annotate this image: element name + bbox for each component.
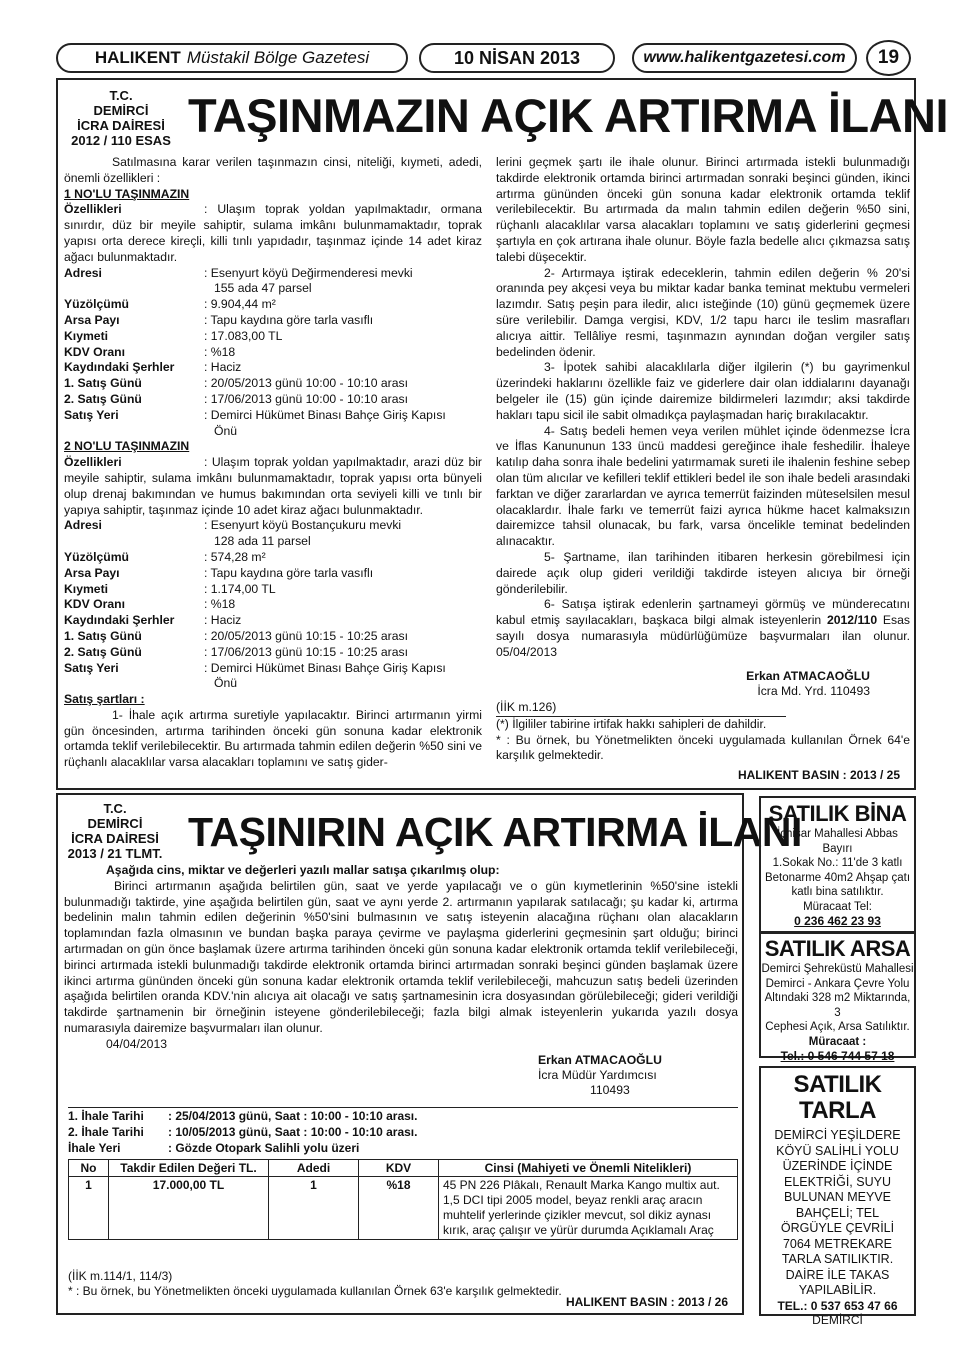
- newspaper-name-bold: HALIKENT: [94, 48, 181, 67]
- detail-row: [64, 329, 482, 345]
- building-for-sale-ad: [759, 796, 916, 933]
- detail-label: [64, 424, 204, 440]
- features-label: Özellikleri: [64, 202, 122, 217]
- ad-line: ÖRGÜYLE ÇEVRİLİ: [780, 1221, 895, 1235]
- notice-body: [64, 863, 738, 1053]
- table-cell: 17.000,00 TL: [109, 1177, 269, 1240]
- right-column: [496, 155, 910, 764]
- detail-row: [64, 550, 482, 566]
- schedule-label: 2. İhale Tarihi: [68, 1125, 144, 1139]
- issue-date: 10 NİSAN 2013: [419, 43, 615, 73]
- detail-label: 2. Satış Günü: [64, 391, 142, 406]
- table-cell: %18: [359, 1177, 439, 1240]
- detail-row: [64, 613, 482, 629]
- newspaper-name-subtitle: Müstakil Bölge Gazetesi: [186, 48, 370, 67]
- detail-row: [64, 582, 482, 598]
- detail-row: [64, 629, 482, 645]
- lead-text: Aşağıda cins, miktar ve değerleri yazılı mallar satışa çıkarılmış olup:: [106, 863, 500, 877]
- detail-label: Kıymeti: [64, 328, 109, 343]
- terms-paragraph-1-cont: lerini geçmek şartı ile ihale olunur. Birinci artırmada istekli bulunmadığı takdirde elektronik ortamda birinci artırmadan sonraki beşinci günden, ikinci artırma gününden önceki gün sonuna kadar elektronik ortamda teklif verilebilecektir. Bu artırmada da malın tahmin edilen değerin %50 sini, rüçhanlı alacaklılar varsa alacakları toplamını ve satış giderlerini geçmesi şartıyla en çok artırana ihale olunur. Böyle fazla bedelle alıcı çıkmazsa satış talebi düşecektir.: [496, 155, 910, 264]
- table-footnotes: [68, 1269, 562, 1299]
- detail-value: : Tapu kaydına göre tarla vasıflı: [204, 565, 374, 580]
- detail-label: 1. Satış Günü: [64, 628, 142, 643]
- terms-paragraph-2: 2- Artırmaya iştirak edeceklerin, tahmin edilen değerin % 20'si oranında pey akçesi veya bu miktar kadar banka teminat mektubu vermeleri lazımdır. Satış peşin para iledir, alıcı isteğinde (10) günü geçmemek üzere süre verilebilir. Damga vergisi, KDV, 1/2 tapu harcı ile teslim masrafları alıcıya aittir. Tellâliye resmi, taşınmazın aynından doğan vergiler satış bedelinden ödenir.: [496, 265, 910, 359]
- detail-row: [64, 297, 482, 313]
- detail-value: : Demirci Hükümet Binası Bahçe Giriş Kapısı: [204, 660, 446, 675]
- detail-label: KDV Oranı: [64, 344, 125, 359]
- terms-paragraph-5: 5- Şartname, ilan tarihinden itibaren herkesin görebilmesi için dairede açık olup gideri verildiği takdirde isteyen alıcıya bir örneği gönderilebilir.: [496, 549, 910, 596]
- case-number: 2012 / 110 ESAS: [71, 133, 171, 148]
- detail-label: [64, 281, 204, 297]
- detail-label: Arsa Payı: [64, 312, 120, 327]
- column-header: Cinsi (Mahiyeti ve Önemli Nitelikleri): [439, 1160, 738, 1177]
- detail-row: [64, 345, 482, 361]
- body-text: Birinci artırmanın aşağıda belirtilen gün, saat ve yerde yapılacağı ve o gün kıymetlerinin %50'sine istekli bulunmadığı taktirde, yine aşağıda belirtilen gün, saat ve aynı yerde 2. artırmanın yapılarak satılacağı; şu kadar ki, artırma bedelinin malın tahmin edilen değerinin %50'sini bulmasının ve satış isteyenin alacağına rüçhanı olan alacakların toplamından fazla olmasının ve bundan başka paraya çevirme ve paylaşma giderlerini geçmesinin şart olduğu; birinci artırmadan on gün önce başlamak üzere artırma tarihinden önceki gün sonuna kadar elektronik ortamda teklif verilebileceği, birinci artırmada istekli bulunmadığı takdirde elektronik ortamda birinci artırmadan sonraki beşinci günden başlamak üzere ikinci artırma gününden önceki gün sonuna kadar elektronik ortamda teklif verilebileceği, mahcuzun satış bedeli üzerinden aşağıda belirtilen oranda KDV.'nin alıcıya ait olacağı ve satış şartnamesinin icra dosyasından görülebileceği; gideri verildiği takdirde şartnamenin bir örneğinin isteyene gönderilebileceği; fazla bilgi almak isteyenlerin yukarıda yazılı dosya numarasıyla dairemize başvurmaları ilan olunur.: [64, 878, 738, 1035]
- ad-line: Demirci Şehreküstü Mahallesi: [761, 963, 914, 975]
- signatory-title: İcra Md. Yrd. 110493: [757, 684, 870, 699]
- detail-row: [64, 645, 482, 661]
- detail-value: : Tapu kaydına göre tarla vasıflı: [204, 312, 374, 327]
- detail-label: 2. Satış Günü: [64, 644, 142, 659]
- schedule-label: 1. İhale Tarihi: [68, 1109, 144, 1123]
- law-reference: (İİK m.126): [496, 700, 786, 717]
- phone-number: 0 236 462 23 93: [794, 914, 881, 928]
- detail-value: : 20/05/2013 günü 10:00 - 10:10 arası: [204, 376, 408, 391]
- items-table: [68, 1159, 738, 1240]
- property-1-heading: 1 NO'LU TAŞINMAZIN: [64, 186, 190, 201]
- schedule-label: İhale Yeri: [68, 1141, 121, 1155]
- detail-label: 1. Satış Günü: [64, 376, 142, 391]
- ad-line: KÖYÜ SALİHLİ YOLU: [776, 1143, 899, 1158]
- terms-paragraph-4: 4- Satış bedeli hemen veya verilen mühlet içinde ödenmezse İcra ve İflas Kanununun 133 üncü maddesi gereğince ihale feshedilir. İhaleye katılıp daha sonra ihale bedelini yatırmamak sureti ile ihalenin feshine sebep olan tüm alıcılar ve kefilleri teklif ettikleri bedel ile son ihale bedeli arasındaki farktan ve diğer zararlardan ve ayrıca temerrüt faizinden müteselsilen mesul olacaklardır. İhale farkı ve temerrüt faizi ayrıca hükme hacet kalmaksızın dairemizce tahsil olunacak, bu fark, varsa öncelikle teminat bedelinden alınacaktır.: [496, 423, 910, 549]
- ad-line: BAHÇELİ; TEL: [795, 1205, 880, 1220]
- property-2-features: [64, 455, 482, 518]
- detail-label: Kaydındaki Şerhler: [64, 613, 175, 628]
- ad-line: Demirci - Ankara Çevre Yolu: [765, 977, 910, 990]
- court-info: [66, 88, 176, 148]
- detail-row: [64, 518, 482, 534]
- table-cell: 1: [69, 1177, 109, 1240]
- detail-value: : 17.083,00 TL: [204, 328, 283, 343]
- column-header: Takdir Edilen Değeri TL.: [109, 1160, 269, 1177]
- table-row: [69, 1177, 738, 1240]
- ad-line: DEMİRCİ YEŞİLDERE: [774, 1128, 901, 1142]
- detail-row: [64, 597, 482, 613]
- sale-schedule-row: [68, 1108, 738, 1124]
- features-text: : Ulaşım toprak yoldan yapılmaktadır, arazi düz bir meyile sahiptir, sulama imkânı bulunmamaktadır, toprak yapısı orta bünyeli olup drenaj bakımından ve humus bakımından orta seviyeli killi ve tınlı bir yapıya sahiptir, taşınmaz içinde 10 adet kiraz ağacı bulunmaktadır.: [64, 455, 482, 517]
- detail-row: [64, 281, 482, 297]
- ad-body: [761, 1128, 914, 1299]
- ad-line: ÜZERİNDE İÇİNDE: [782, 1159, 893, 1173]
- court-line: DEMİRCİ: [87, 816, 143, 831]
- features-text: : Ulaşım toprak yoldan yapılmaktadır, ormana sınırdır, düz bir meyile sahiptir, sulama imkânı bulunmamaktadır, toprak yapısı orta derece kireçli, killi tınlı yapıdadır, taşınmaz içinde 14 adet kiraz ağacı bulunmaktadır.: [64, 202, 482, 264]
- footnote-1: (*) İlgililer tabirine irtifak hakkı sahipleri de dahildir.: [496, 716, 767, 731]
- ad-footer: HALIKENT BASIN : 2013 / 25: [737, 768, 900, 782]
- detail-value: : Haciz: [204, 613, 242, 628]
- ad-line: 7064 METREKARE: [782, 1236, 893, 1251]
- detail-value: Önü: [214, 423, 238, 438]
- detail-label: Yüzölçümü: [64, 297, 130, 312]
- detail-value: : 9.904,44 m²: [204, 297, 276, 312]
- detail-row: [64, 424, 482, 440]
- intro-text: Satılmasına karar verilen taşınmazın cinsi, niteliği, kıymeti, adedi, önemli özellikleri :: [64, 155, 482, 185]
- detail-row: [64, 408, 482, 424]
- property-2-heading: 2 NO'LU TAŞINMAZIN: [64, 439, 190, 454]
- table-cell: 45 PN 226 Plâkalı, Renault Marka Kango multix aut. 1,5 DCI tipi 2005 model, beyaz renkli araç aracın muhtelif yerlerinde çizikler mevcut, sol dikiz aynası kırık, araç çalışır ve yürür durumda Açıklamalı Araç: [439, 1177, 738, 1240]
- terms-6-text-end: Esas sayılı dosya numarasıyla müdürlüğümüze başvurmaları ilan olunur. 05/04/2013: [496, 613, 910, 659]
- detail-label: Satış Yeri: [64, 660, 119, 675]
- detail-row: [64, 566, 482, 582]
- detail-value: : Demirci Hükümet Binası Bahçe Giriş Kapısı: [204, 407, 446, 422]
- detail-row: [64, 376, 482, 392]
- sale-schedule-row: [68, 1140, 738, 1156]
- detail-row: [64, 661, 482, 677]
- detail-label: Adresi: [64, 518, 102, 533]
- ad-location: DEMİRCİ: [812, 1313, 863, 1327]
- detail-value: : Haciz: [204, 360, 242, 375]
- signatory-title: İcra Müdür Yardımcısı: [538, 1068, 657, 1082]
- court-line: DEMİRCİ: [93, 103, 149, 118]
- detail-value: Önü: [214, 676, 238, 691]
- notice-title: TAŞINMAZIN AÇIK ARTIRMA İLANI: [188, 89, 949, 142]
- ad-line: ELEKTRİĞİ, SUYU: [784, 1174, 891, 1189]
- signatory-name: Erkan ATMACAOĞLU: [538, 1053, 662, 1067]
- court-line: İCRA DAİRESİ: [77, 118, 165, 133]
- land-plot-for-sale-ad: [759, 932, 916, 1063]
- sale-schedule: [68, 1107, 738, 1156]
- newspaper-name: [56, 43, 408, 73]
- footnote-2: * : Bu örnek, bu Yönetmelikten önceki uygulamada kullanılan Örnek 64'e karşılık gelmektedir.: [496, 732, 910, 763]
- signature-block: [538, 1053, 718, 1098]
- terms-paragraph-6: [496, 597, 910, 660]
- case-number: 2013 / 21 TLMT.: [67, 846, 163, 861]
- table-header-row: [69, 1160, 738, 1177]
- phone-number: Tel.: 0 546 744 57 18: [780, 1049, 895, 1063]
- sale-schedule-row: [68, 1124, 738, 1140]
- ad-title: SATILIK ARSA: [764, 936, 911, 961]
- ad-line: Cephesi Açık, Arsa Satılıktır.: [765, 1021, 910, 1033]
- signatory-number: 110493: [590, 1083, 630, 1097]
- court-line: İCRA DAİRESİ: [71, 831, 159, 846]
- detail-label: Adresi: [64, 265, 102, 280]
- features-label: Özellikleri: [64, 455, 122, 470]
- detail-label: Arsa Payı: [64, 565, 120, 580]
- detail-value: : %18: [204, 597, 236, 612]
- terms-6-text: 6- Satışa iştirak edenlerin şartnameyi görmüş ve münderecatını kabul etmiş sayılacakları, başkaca bilgi almak isteyenlerin: [496, 597, 910, 628]
- property-1-details: [64, 266, 482, 440]
- ad-line: TARLA SATILIKTIR.: [781, 1252, 894, 1266]
- phone-number: TEL.: 0 537 653 47 66: [777, 1298, 898, 1313]
- ad-title: SATILIK BİNA: [768, 801, 907, 826]
- ad-line: 1.Sokak No.: 11'de 3 katlı: [772, 857, 903, 869]
- real-estate-auction-notice: [56, 78, 949, 790]
- website-link[interactable]: www.halikentgazetesi.com: [632, 43, 857, 73]
- detail-value: : Esenyurt köyü Değirmenderesi mevki: [204, 265, 413, 280]
- detail-label: Kaydındaki Şerhler: [64, 360, 175, 375]
- contact-label: Müracaat :: [808, 1035, 867, 1048]
- signatory-name: Erkan ATMACAOĞLU: [746, 668, 870, 683]
- schedule-value: : 25/04/2013 günü, Saat : 10:00 - 10:10 arası.: [168, 1109, 418, 1123]
- detail-row: [64, 534, 482, 550]
- detail-row: [64, 313, 482, 329]
- property-2-details: [64, 518, 482, 692]
- detail-value: : %18: [204, 344, 236, 359]
- notice-date: 04/04/2013: [106, 1036, 167, 1051]
- ad-line: DAİRE İLE TAKAS: [785, 1267, 890, 1282]
- footnote: * : Bu örnek, bu Yönetmelikten önceki uygulamada kullanılan Örnek 63'e karşılık gelmektedir.: [68, 1284, 562, 1298]
- ad-footer: HALIKENT BASIN : 2013 / 26: [565, 1295, 728, 1309]
- detail-value: : 17/06/2013 günü 10:15 - 10:25 arası: [204, 644, 408, 659]
- column-header: Adedi: [269, 1160, 359, 1177]
- page-header: [56, 40, 911, 76]
- column-header: No: [69, 1160, 109, 1177]
- ad-title: SATILIK TARLA: [793, 1071, 882, 1124]
- ad-line: Altındaki 328 m2 Miktarında, 3: [764, 992, 911, 1019]
- detail-label: Satış Yeri: [64, 407, 119, 422]
- ad-line: Betonarme 40m2 Ahşap çatı: [764, 871, 911, 884]
- detail-value: : 17/06/2013 günü 10:00 - 10:10 arası: [204, 391, 408, 406]
- detail-label: Yüzölçümü: [64, 549, 130, 564]
- field-for-sale-ad: [759, 1066, 916, 1327]
- table-cell: 1: [269, 1177, 359, 1240]
- detail-row: [64, 266, 482, 282]
- detail-value: : 1.174,00 TL: [204, 581, 276, 596]
- ad-line: İçhisar Mahallesi Abbas Bayırı: [777, 828, 898, 855]
- terms-paragraph-3: 3- İpotek sahibi alacaklılarla diğer ilgilerin (*) bu gayrimenkul üzerindeki haklarını özellikle faiz ve giderlere dair olan iddialarını dayanağı belgeler ile (15) gün içinde dairemize bildirmeleri lazımdır; aksi takdirde hakları tapu sicil ile sabit olmadıkça paylaşmadan hariç bırakılacaktır.: [496, 360, 910, 422]
- detail-label: [64, 676, 204, 692]
- ad-line: YAPILABİLİR.: [798, 1283, 877, 1297]
- property-1-features: [64, 202, 482, 265]
- court-line: T.C.: [109, 88, 133, 103]
- detail-value: : 20/05/2013 günü 10:15 - 10:25 arası: [204, 628, 408, 643]
- left-column: [64, 155, 482, 771]
- page-number: 19: [866, 40, 911, 76]
- ad-line: katlı bina satılıktır.: [791, 886, 884, 898]
- detail-label: KDV Oranı: [64, 597, 125, 612]
- notice-title: TAŞINIRIN AÇIK ARTIRMA İLANI: [188, 809, 802, 855]
- court-info: [62, 801, 168, 861]
- law-reference: (İİK m.114/1, 114/3): [68, 1269, 173, 1283]
- schedule-value: : 10/05/2013 günü, Saat : 10:00 - 10:10 arası.: [168, 1125, 418, 1139]
- file-number: 2012/110: [826, 613, 878, 628]
- detail-value: : Esenyurt köyü Bostançukuru mevki: [204, 518, 402, 533]
- detail-value: 128 ada 11 parsel: [214, 534, 311, 549]
- court-line: T.C.: [103, 801, 127, 816]
- detail-label: [64, 534, 204, 550]
- detail-label: Kıymeti: [64, 581, 109, 596]
- terms-heading: Satış şartları :: [64, 692, 145, 707]
- detail-row: [64, 392, 482, 408]
- detail-row: [64, 676, 482, 692]
- detail-row: [64, 360, 482, 376]
- ad-line: BULUNAN MEYVE: [784, 1190, 891, 1204]
- column-header: KDV: [359, 1160, 439, 1177]
- movable-auction-notice: [56, 793, 802, 1315]
- detail-value: 155 ada 47 parsel: [214, 281, 312, 296]
- terms-paragraph-1: 1- İhale açık artırma suretiyle yapılacaktır. Birinci artırmanın yirmi gün öncesinden, artırma tarihinden önceki gün sonuna kadar elektronik ortamda teklif verilebilecektir. Bu artırmada tahmin edilen değerin %50 sini ve rüçhanlı alacaklılar varsa alacakları toplamını ve satış gider-: [64, 707, 482, 770]
- schedule-value: : Gözde Otopark Salihli yolu üzeri: [168, 1141, 360, 1155]
- detail-value: : 574,28 m²: [204, 549, 266, 564]
- ad-line: Müracaat Tel:: [803, 900, 872, 913]
